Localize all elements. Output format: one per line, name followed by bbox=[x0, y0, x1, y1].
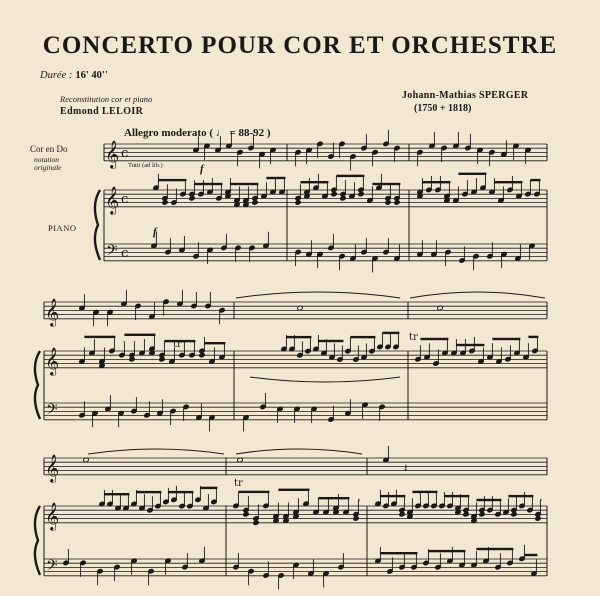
dynamic-forte-piano: f bbox=[153, 226, 157, 238]
beam bbox=[412, 491, 437, 493]
beam bbox=[422, 181, 450, 183]
beam bbox=[266, 177, 285, 179]
duration-label: Durée : bbox=[40, 70, 73, 81]
arranger-name: Edmond LELOIR bbox=[60, 106, 144, 117]
note-head bbox=[199, 352, 205, 357]
beam bbox=[286, 336, 311, 338]
note-head bbox=[340, 196, 346, 201]
beam bbox=[492, 338, 520, 340]
horn-note-line2: originale bbox=[34, 163, 62, 172]
treble-clef: 𝄞 bbox=[45, 454, 60, 482]
slur bbox=[250, 377, 400, 382]
beam bbox=[230, 183, 258, 185]
composer-name: Johann-Mathias SPERGER bbox=[402, 90, 529, 101]
note-head bbox=[399, 512, 405, 517]
quarter-rest: 𝄽 bbox=[404, 461, 408, 475]
beam bbox=[318, 340, 343, 342]
beam bbox=[158, 179, 186, 181]
slur bbox=[410, 292, 545, 298]
beam bbox=[380, 552, 417, 554]
note-head bbox=[358, 191, 364, 196]
beam bbox=[382, 332, 399, 334]
treble-clef: 𝄞 bbox=[105, 186, 120, 214]
beam bbox=[380, 495, 405, 497]
note-head bbox=[385, 200, 391, 205]
note-head bbox=[252, 200, 258, 205]
beam bbox=[508, 495, 533, 497]
beam bbox=[524, 554, 537, 556]
treble-clef: 𝄞 bbox=[45, 347, 60, 375]
trill-mark: tr bbox=[409, 332, 418, 343]
bass-clef: 𝄢 bbox=[46, 401, 58, 422]
note-head bbox=[535, 516, 541, 521]
treble-clef: 𝄞 bbox=[105, 140, 120, 168]
note-head bbox=[394, 200, 400, 205]
beams bbox=[84, 173, 541, 557]
beam bbox=[336, 175, 364, 177]
note-head bbox=[353, 516, 359, 521]
note-head bbox=[463, 512, 469, 517]
beam bbox=[494, 181, 522, 183]
beam bbox=[476, 499, 501, 501]
treble-clef: 𝄞 bbox=[45, 298, 60, 326]
beam bbox=[540, 499, 541, 501]
beam bbox=[168, 491, 193, 493]
common-time: c bbox=[121, 192, 129, 207]
beam bbox=[136, 491, 161, 493]
note-head bbox=[189, 196, 195, 201]
slurs bbox=[88, 292, 545, 454]
beam bbox=[372, 183, 400, 185]
composer-dates: (1750 + 1818) bbox=[414, 103, 472, 114]
beam bbox=[530, 179, 540, 181]
beam bbox=[104, 493, 129, 495]
beam bbox=[238, 491, 269, 493]
note-head bbox=[162, 200, 168, 205]
beam bbox=[204, 342, 225, 344]
note-head bbox=[511, 512, 517, 517]
slur bbox=[236, 449, 362, 454]
beam bbox=[428, 550, 465, 552]
slur bbox=[236, 292, 400, 298]
trill-mark: tr bbox=[234, 478, 243, 489]
beam bbox=[456, 344, 484, 346]
slur bbox=[88, 449, 224, 454]
reconstitution-note: Reconstitution cor et piano bbox=[60, 94, 153, 104]
note-head bbox=[129, 357, 135, 362]
note-head bbox=[253, 520, 259, 525]
beam bbox=[124, 334, 155, 336]
beam bbox=[350, 336, 375, 338]
note-head bbox=[159, 357, 165, 362]
bass-clef: 𝄢 bbox=[106, 242, 118, 263]
piece-title: CONCERTO POUR COR ET ORCHESTRE bbox=[42, 32, 558, 59]
beam bbox=[318, 497, 349, 499]
note-head bbox=[479, 512, 485, 517]
beam bbox=[458, 173, 486, 175]
dynamic-forte-horn: f bbox=[200, 163, 204, 175]
beam bbox=[300, 181, 328, 183]
piano-brace bbox=[35, 506, 40, 575]
duration-value: 16' 40'' bbox=[75, 70, 108, 81]
note-head bbox=[295, 200, 301, 205]
tutti-marking: Tutti (ad lib.) bbox=[128, 162, 163, 169]
piano-brace bbox=[35, 351, 40, 419]
common-time: c bbox=[121, 246, 129, 261]
beam bbox=[200, 487, 217, 489]
beam bbox=[476, 548, 513, 550]
piano-label: PIANO bbox=[48, 223, 77, 233]
horn-label: Cor en Do bbox=[30, 144, 68, 154]
trill-mark: tr bbox=[173, 339, 182, 350]
tempo-marking: Allegro moderato ( ♩ = 88-92 ) bbox=[124, 127, 271, 139]
beam bbox=[194, 183, 222, 185]
beam bbox=[358, 499, 359, 501]
bass-clef: 𝄢 bbox=[46, 557, 58, 578]
horn-note-line1: notation bbox=[34, 155, 60, 164]
beam bbox=[420, 338, 448, 340]
beam bbox=[278, 489, 309, 491]
piano-brace bbox=[95, 190, 100, 260]
beam bbox=[84, 336, 115, 338]
common-time: c bbox=[121, 146, 129, 161]
note-head bbox=[331, 191, 337, 196]
note-head bbox=[243, 512, 249, 517]
beam bbox=[444, 495, 469, 497]
beam bbox=[528, 336, 538, 338]
treble-clef: 𝄞 bbox=[45, 502, 60, 530]
